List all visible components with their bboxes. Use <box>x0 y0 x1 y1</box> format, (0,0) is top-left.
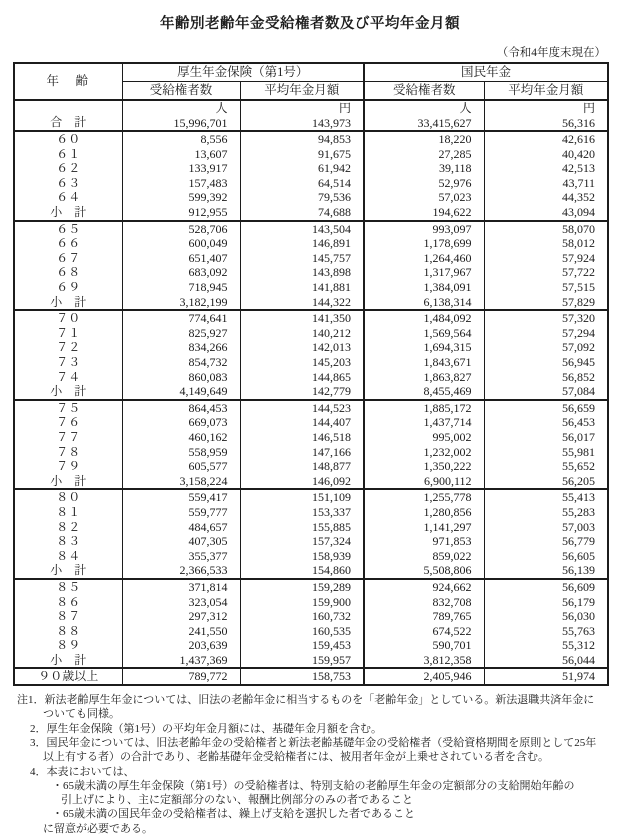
cell-value: 51,974 <box>562 669 596 684</box>
cell-value: 154,860 <box>240 563 364 579</box>
cell-value: 158,753 <box>240 668 364 685</box>
cell-value: 854,732 <box>122 355 240 370</box>
cell-value: 160,732 <box>240 609 364 624</box>
cell-value: 159,453 <box>240 638 364 653</box>
age-label: ７２ <box>14 340 122 355</box>
cell-value: 683,092 <box>122 265 240 280</box>
cell-value: 143,504 <box>240 221 364 237</box>
cell-value: 145,203 <box>240 355 364 370</box>
cell-value: 789,772 <box>122 668 240 685</box>
cell-value: 56,205 <box>484 474 608 490</box>
age-row <box>14 505 608 520</box>
col-group-kosei-nenkin: 厚生年金保険（第1号） <box>122 63 364 82</box>
age-row <box>14 459 608 474</box>
cell-value: 1,843,671 <box>364 355 484 370</box>
cell-value: 57,092 <box>562 340 596 355</box>
age-label: ６４ <box>14 190 122 205</box>
cell-value: 56,179 <box>562 594 596 609</box>
total-row <box>14 100 608 131</box>
age-row <box>14 609 608 624</box>
cell-value: 42,616 <box>562 132 596 147</box>
age-row <box>14 221 608 237</box>
age-row <box>14 355 608 370</box>
age-row <box>14 624 608 639</box>
total-row-label: 合 計 <box>14 100 122 131</box>
subtotal-row <box>14 295 608 311</box>
cell-value: 3,158,224 <box>122 474 240 490</box>
cell-value: 160,535 <box>240 624 364 639</box>
note-line: 注1．新法老齢厚生年金については、旧法の老齢年金に相当するものを「老齢年金」としている。新法退職共済年金に <box>17 694 595 707</box>
cell-value: 18,220 <box>364 131 484 147</box>
cell-value: 559,777 <box>122 505 240 520</box>
cell-value: 1,178,699 <box>364 236 484 251</box>
age-label: ６０ <box>14 131 122 147</box>
cell-value: 1,885,172 <box>364 400 484 416</box>
age-label: ８５ <box>14 579 122 595</box>
age-label: ７４ <box>14 370 122 385</box>
cell-value: 33,415,627 <box>417 115 472 130</box>
age-row <box>14 415 608 430</box>
age-label: ６５ <box>14 221 122 237</box>
age-row <box>14 176 608 191</box>
subtotal-row <box>14 205 608 221</box>
age-row <box>14 638 608 653</box>
age-label: ６７ <box>14 251 122 266</box>
age-row <box>14 280 608 295</box>
cell-value: 159,289 <box>240 579 364 595</box>
age-label: ８６ <box>14 595 122 610</box>
age-row <box>14 147 608 162</box>
cell-value: 42,513 <box>562 161 596 176</box>
cell-value: 484,657 <box>122 520 240 535</box>
cell-value: 133,917 <box>122 161 240 176</box>
age-label: ７９ <box>14 459 122 474</box>
note-line: 引上げにより、主に定額部分のない、報酬比例部分のみの者であること <box>61 794 413 807</box>
note-line: 3．国民年金については、旧法老齢年金の受給権者と新法老齢基礎年金の受給権者（受給資格期間を原則として25年 <box>30 736 597 749</box>
cell-value: 57,023 <box>364 190 484 205</box>
cell-value: 55,413 <box>562 490 596 505</box>
cell-value: 558,959 <box>122 445 240 460</box>
cell-value: 56,030 <box>562 609 596 624</box>
cell-value: 8,455,469 <box>364 384 484 400</box>
cell-value: 651,407 <box>122 251 240 266</box>
cell-value: 94,853 <box>240 131 364 147</box>
cell-value: 61,942 <box>240 161 364 176</box>
cell-value: 56,139 <box>484 563 608 579</box>
cell-value: 5,508,806 <box>364 563 484 579</box>
total-cell-recipients-kokumin <box>364 100 484 131</box>
unit-yen-label: 円 <box>339 101 352 115</box>
cell-value: 1,280,856 <box>364 505 484 520</box>
cell-value: 590,701 <box>364 638 484 653</box>
cell-value: 144,322 <box>240 295 364 311</box>
note-line: に留意が必要である。 <box>43 822 153 835</box>
cell-value: 40,420 <box>562 146 596 161</box>
cell-value: 859,022 <box>364 549 484 564</box>
cell-value: 1,141,297 <box>364 520 484 535</box>
cell-value: 13,607 <box>122 147 240 162</box>
age-label: ８１ <box>14 505 122 520</box>
cell-value: 55,312 <box>562 638 596 653</box>
age-label: ７５ <box>14 400 122 416</box>
cell-value: 1,569,564 <box>364 326 484 341</box>
cell-value: 194,622 <box>364 205 484 221</box>
cell-value: 146,518 <box>240 430 364 445</box>
cell-value: 599,392 <box>122 190 240 205</box>
age-row <box>14 668 608 685</box>
cell-value: 57,924 <box>562 250 596 265</box>
age-label: ８３ <box>14 534 122 549</box>
age-label: ６６ <box>14 236 122 251</box>
cell-value: 1,350,222 <box>364 459 484 474</box>
cell-value: 1,384,091 <box>364 280 484 295</box>
cell-value: 669,073 <box>122 415 240 430</box>
age-label: 小 計 <box>14 384 122 400</box>
age-row <box>14 265 608 280</box>
age-row <box>14 534 608 549</box>
cell-value: 57,084 <box>484 384 608 400</box>
age-row <box>14 579 608 595</box>
cell-value: 145,757 <box>240 251 364 266</box>
cell-value: 860,083 <box>122 370 240 385</box>
cell-value: 142,779 <box>240 384 364 400</box>
cell-value: 157,483 <box>122 176 240 191</box>
cell-value: 1,232,002 <box>364 445 484 460</box>
cell-value: 56,605 <box>562 548 596 563</box>
cell-value: 241,550 <box>122 624 240 639</box>
cell-value: 140,212 <box>240 326 364 341</box>
pension-table <box>13 62 609 686</box>
cell-value: 142,013 <box>240 340 364 355</box>
cell-value: 1,694,315 <box>364 340 484 355</box>
cell-value: 371,814 <box>122 579 240 595</box>
age-label: 小 計 <box>14 205 122 221</box>
table-body <box>14 100 608 685</box>
cell-value: 1,863,827 <box>364 370 484 385</box>
cell-value: 64,514 <box>240 176 364 191</box>
cell-value: 56,017 <box>562 429 596 444</box>
cell-value: 56,609 <box>562 579 596 594</box>
subtotal-row <box>14 384 608 400</box>
age-label: ８７ <box>14 609 122 624</box>
cell-value: 971,853 <box>364 534 484 549</box>
cell-value: 141,350 <box>240 310 364 326</box>
cell-value: 56,044 <box>484 653 608 669</box>
group-header-row <box>14 63 608 82</box>
cell-value: 825,927 <box>122 326 240 341</box>
cell-value: 27,285 <box>364 147 484 162</box>
age-label: ７６ <box>14 415 122 430</box>
total-cell-recipients-kosei <box>122 100 240 131</box>
age-row <box>14 520 608 535</box>
note-line: 以上有する者）の合計であり、老齢基礎年金受給権者には、被用者年金が上乗せされている者を含む。 <box>43 751 549 764</box>
cell-value: 924,662 <box>364 579 484 595</box>
cell-value: 55,763 <box>562 623 596 638</box>
age-label: ７３ <box>14 355 122 370</box>
age-row <box>14 595 608 610</box>
cell-value: 79,536 <box>240 190 364 205</box>
cell-value: 56,453 <box>562 415 596 430</box>
cell-value: 203,639 <box>122 638 240 653</box>
cell-value: 774,641 <box>122 310 240 326</box>
cell-value: 56,852 <box>562 369 596 384</box>
cell-value: 143,898 <box>240 265 364 280</box>
col-header-average-kokumin: 平均年金月額 <box>484 82 608 101</box>
age-label: ６８ <box>14 265 122 280</box>
as-of-date-label: （令和4年度末現在） <box>496 47 606 59</box>
cell-value: 674,522 <box>364 624 484 639</box>
cell-value: 56,945 <box>562 355 596 369</box>
cell-value: 146,891 <box>240 236 364 251</box>
cell-value: 153,337 <box>240 505 364 520</box>
age-label: ９０歳以上 <box>14 668 122 685</box>
cell-value: 57,320 <box>562 311 596 326</box>
cell-value: 4,149,649 <box>122 384 240 400</box>
cell-value: 55,652 <box>562 459 596 474</box>
age-row <box>14 489 608 505</box>
cell-value: 912,955 <box>122 205 240 221</box>
cell-value: 55,981 <box>562 444 596 459</box>
note-line: ・65歳未満の厚生年金保険（第1号）の受給権者は、特別支給の老齢厚生年金の定額部分の支給開始年齢の <box>52 779 575 792</box>
cell-value: 141,881 <box>240 280 364 295</box>
subtotal-row <box>14 563 608 579</box>
total-cell-average-kokumin <box>484 100 608 131</box>
cell-value: 144,523 <box>240 400 364 416</box>
cell-value: 1,317,967 <box>364 265 484 280</box>
cell-value: 2,405,946 <box>364 668 484 685</box>
cell-value: 52,976 <box>364 176 484 191</box>
cell-value: 56,779 <box>562 534 596 549</box>
cell-value: 995,002 <box>364 430 484 445</box>
age-row <box>14 251 608 266</box>
age-label: 小 計 <box>14 295 122 311</box>
cell-value: 1,437,369 <box>122 653 240 669</box>
cell-value: 57,722 <box>562 265 596 280</box>
unit-person-label: 人 <box>459 101 472 115</box>
total-cell-average-kosei <box>240 100 364 131</box>
cell-value: 144,407 <box>240 415 364 430</box>
cell-value: 58,070 <box>562 221 596 236</box>
table-header <box>14 63 608 100</box>
age-row <box>14 326 608 341</box>
cell-value: 157,324 <box>240 534 364 549</box>
col-header-age: 年 齢 <box>14 63 122 100</box>
cell-value: 3,182,199 <box>122 295 240 311</box>
cell-value: 58,012 <box>562 236 596 251</box>
age-label: ７８ <box>14 445 122 460</box>
cell-value: 74,688 <box>240 205 364 221</box>
cell-value: 159,957 <box>240 653 364 669</box>
age-label: ７１ <box>14 326 122 341</box>
col-header-average-kosei: 平均年金月額 <box>240 82 364 101</box>
page-title: 年齢別老齢年金受給権者数及び平均年金月額 <box>160 16 460 32</box>
footnotes <box>13 693 607 836</box>
cell-value: 15,996,701 <box>173 115 228 130</box>
cell-value: 600,049 <box>122 236 240 251</box>
age-row <box>14 190 608 205</box>
unit-person-label: 人 <box>215 101 228 115</box>
age-row <box>14 161 608 176</box>
note-line: ・65歳未満の国民年金の受給権者は、繰上げ支給を選択した者であること <box>52 808 415 821</box>
cell-value: 789,765 <box>364 609 484 624</box>
unit-yen-label: 円 <box>583 101 596 115</box>
cell-value: 834,266 <box>122 340 240 355</box>
age-row <box>14 445 608 460</box>
cell-value: 57,003 <box>562 519 596 534</box>
cell-value: 6,900,112 <box>364 474 484 490</box>
age-label: ８０ <box>14 489 122 505</box>
cell-value: 407,305 <box>122 534 240 549</box>
cell-value: 2,366,533 <box>122 563 240 579</box>
cell-value: 148,877 <box>240 459 364 474</box>
note-line: 4．本表においては、 <box>30 765 135 778</box>
cell-value: 151,109 <box>240 489 364 505</box>
cell-value: 8,556 <box>122 131 240 147</box>
cell-value: 559,417 <box>122 489 240 505</box>
cell-value: 1,264,460 <box>364 251 484 266</box>
cell-value: 147,166 <box>240 445 364 460</box>
age-row <box>14 430 608 445</box>
age-label: ７７ <box>14 430 122 445</box>
age-label: 小 計 <box>14 653 122 669</box>
cell-value: 528,706 <box>122 221 240 237</box>
cell-value: 57,829 <box>484 295 608 311</box>
cell-value: 57,294 <box>562 325 596 340</box>
age-label: ８４ <box>14 549 122 564</box>
age-row <box>14 549 608 564</box>
cell-value: 44,352 <box>562 190 596 205</box>
age-label: ７０ <box>14 310 122 326</box>
age-row <box>14 340 608 355</box>
age-label: 小 計 <box>14 563 122 579</box>
cell-value: 56,659 <box>562 400 596 415</box>
cell-value: 605,577 <box>122 459 240 474</box>
cell-value: 39,118 <box>364 161 484 176</box>
cell-value: 146,092 <box>240 474 364 490</box>
cell-value: 158,939 <box>240 549 364 564</box>
age-label: ８９ <box>14 638 122 653</box>
age-label: ６１ <box>14 147 122 162</box>
cell-value: 3,812,358 <box>364 653 484 669</box>
cell-value: 143,973 <box>312 115 352 130</box>
cell-value: 1,255,778 <box>364 489 484 505</box>
cell-value: 43,711 <box>562 175 596 190</box>
cell-value: 43,094 <box>484 205 608 221</box>
age-label: ６９ <box>14 280 122 295</box>
age-row <box>14 131 608 147</box>
cell-value: 91,675 <box>240 147 364 162</box>
cell-value: 144,865 <box>240 370 364 385</box>
age-label: ６３ <box>14 176 122 191</box>
cell-value: 6,138,314 <box>364 295 484 311</box>
note-line: 2．厚生年金保険（第1号）の平均年金月額には、基礎年金月額を含む。 <box>30 722 382 735</box>
age-label: ６２ <box>14 161 122 176</box>
cell-value: 56,316 <box>562 115 596 130</box>
cell-value: 1,484,092 <box>364 310 484 326</box>
age-label: ８２ <box>14 520 122 535</box>
subtotal-row <box>14 474 608 490</box>
cell-value: 155,885 <box>240 520 364 535</box>
cell-value: 57,515 <box>562 280 596 295</box>
cell-value: 323,054 <box>122 595 240 610</box>
col-group-kokumin-nenkin: 国民年金 <box>364 63 608 82</box>
col-header-recipients-kosei: 受給権者数 <box>122 82 240 101</box>
age-label: 小 計 <box>14 474 122 490</box>
subtotal-row <box>14 653 608 669</box>
cell-value: 1,437,714 <box>364 415 484 430</box>
age-row <box>14 400 608 416</box>
cell-value: 832,708 <box>364 595 484 610</box>
cell-value: 55,283 <box>562 504 596 519</box>
age-row <box>14 236 608 251</box>
age-label: ８８ <box>14 624 122 639</box>
cell-value: 460,162 <box>122 430 240 445</box>
cell-value: 159,900 <box>240 595 364 610</box>
note-line: ついても同様。 <box>43 708 120 721</box>
cell-value: 355,377 <box>122 549 240 564</box>
cell-value: 718,945 <box>122 280 240 295</box>
age-row <box>14 370 608 385</box>
col-header-recipients-kokumin: 受給権者数 <box>364 82 484 101</box>
age-row <box>14 310 608 326</box>
cell-value: 297,312 <box>122 609 240 624</box>
cell-value: 993,097 <box>364 221 484 237</box>
cell-value: 864,453 <box>122 400 240 416</box>
